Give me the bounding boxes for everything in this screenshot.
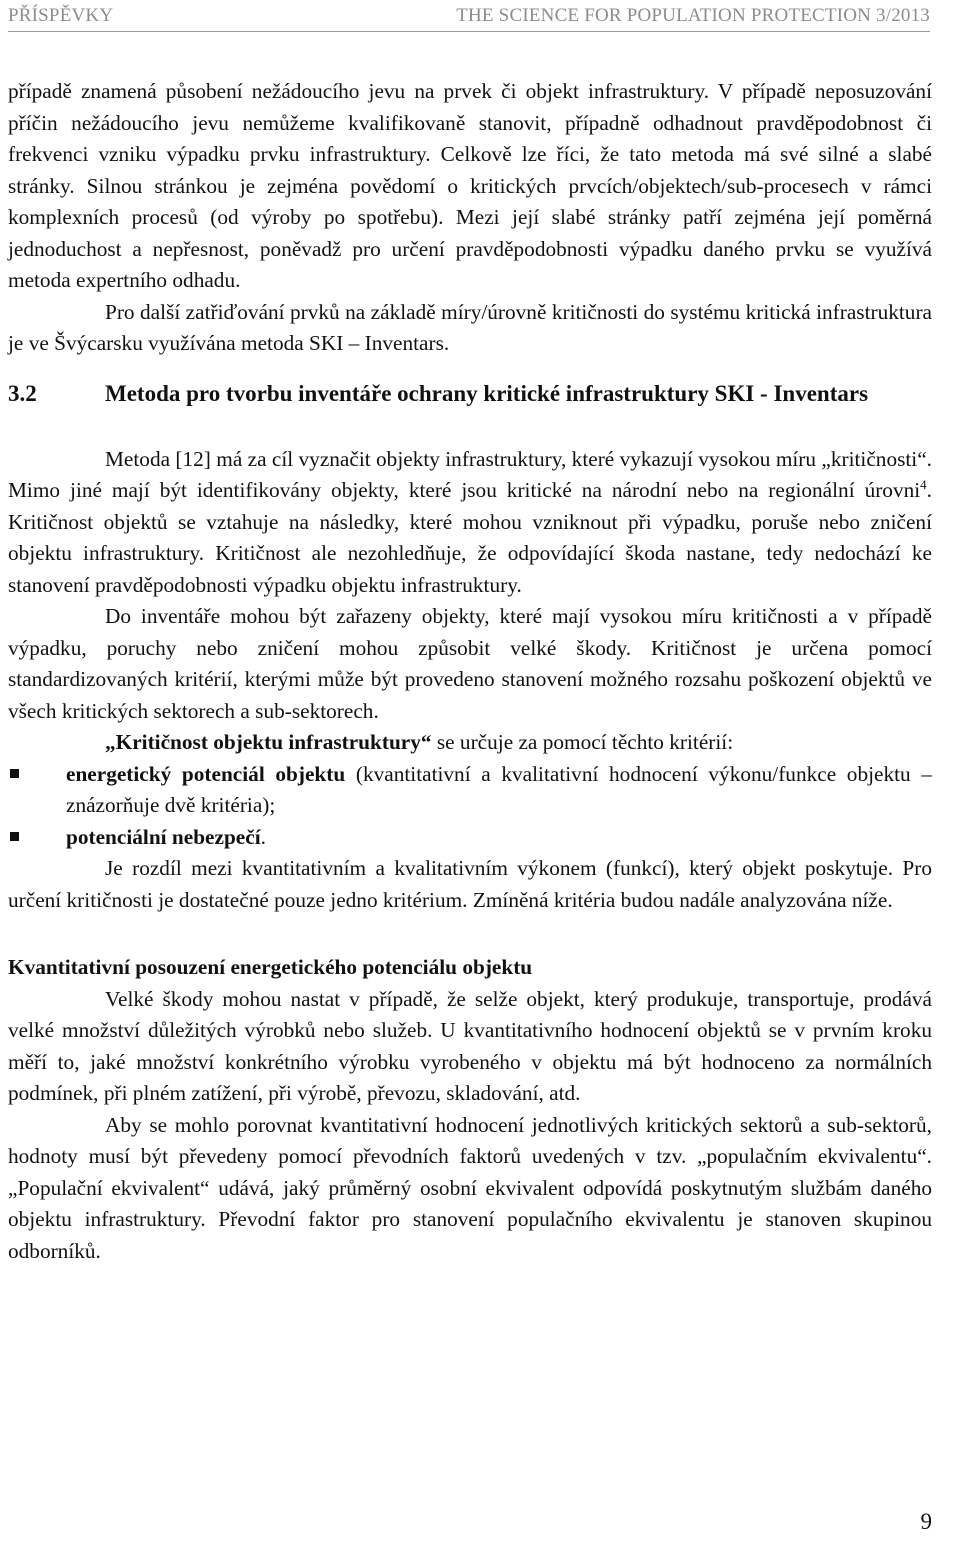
criteria-item <box>8 759 932 822</box>
paragraph-method-goal-part2: . Kritičnost objektů se vztahuje na následky, které mohou vzniknout při výpadku, poruše nebo zničení objektu infrastruktury. Kritičnost ale nezohledňuje, že odpovídající škoda nastane, tedy nedochází ke stanovení pravděpodobnosti výpadku objektu infrastruktury. <box>8 478 932 597</box>
section-title: Metoda pro tvorbu inventáře ochrany kritické infrastruktury SKI - Inventars <box>105 380 869 406</box>
section-heading <box>8 378 932 410</box>
footnote-marker: 4 <box>920 476 927 492</box>
paragraph-intro: případě znamená působení nežádoucího jevu na prvek či objekt infrastruktury. V případě neposuzování příčin nežádoucího jevu nemůžeme kvalifikovaně stanovit, případně odhadnout pravděpodobnost či frekvenci vzniku výpadku prvku infrastruktury. Celkově lze říci, že tato metoda má své silné a slabé stránky. Silnou stránkou je zejména povědomí o kritických prvcích/objektech/sub-procesech v rámci komplexních procesů (od výroby po spotřebu). Mezi její slabé stránky patří zejména její poměrná jednoduchost a nepřesnost, poněvadž pro určení pravděpodobnosti výpadku daného prvku se využívá metoda expertního odhadu. <box>8 79 932 292</box>
paragraph-performance: Je rozdíl mezi kvantitativním a kvalitativním výkonem (funkcí), který objekt poskytuje. Pro určení kritičnosti je dostatečné pouze jedno kritérium. Zmíněná kritéria budou nadále analyzována níže. <box>8 856 932 912</box>
square-bullet-icon <box>10 769 19 778</box>
square-bullet-icon <box>10 832 19 841</box>
header-section-label: PŘÍSPĚVKY <box>8 5 114 26</box>
criteria-item <box>8 822 932 854</box>
subsection-heading: Kvantitativní posouzení energetického potenciálu objektu <box>8 955 533 979</box>
paragraph-population-equivalent: Aby se mohlo porovnat kvantitativní hodnocení jednotlivých kritických sektorů a sub-sektorů, hodnoty musí být převedeny pomocí převodních faktorů uvedených v tzv. „populačním ekvivalentu“. „Populační ekvivalent“ udává, jaký průměrný osobní ekvivalent odpovídá poskytnutým službám daného objektu infrastruktury. Převodní faktor pro stanovení populačního ekvivalentu je stanoven skupinou odborníků. <box>8 1112 932 1263</box>
paragraph-method-goal <box>8 444 932 602</box>
criticality-term: „Kritičnost objektu infrastruktury“ <box>105 730 432 754</box>
header-journal-title: THE SCIENCE FOR POPULATION PROTECTION 3/2013 <box>456 5 930 26</box>
paragraph-ski-method: Pro další zatřiďování prvků na základě míry/úrovně kritičnosti do systému kritická infrastruktura je ve Švýcarsku využívána metoda SKI – Inventars. <box>8 299 932 355</box>
criteria-item-bold: potenciální nebezpečí <box>66 824 261 849</box>
paragraph-quantitative: Velké škody mohou nastat v případě, že selže objekt, který produkuje, transportuje, prodává velké množství důležitých výrobků nebo služeb. U kvantitativního hodnocení objektů se v prvním kroku měří to, jaké množství konkrétního výrobku vyrobeného v objektu má být hodnoceno za normálních podmínek, při plném zatížení, při výrobě, převozu, skladování, atd. <box>8 986 932 1105</box>
page-header <box>8 3 930 32</box>
page-number: 9 <box>920 1509 932 1534</box>
criteria-list <box>8 759 932 854</box>
paragraph-method-goal-part1: Metoda [12] má za cíl vyznačit objekty infrastruktury, které vykazují vysokou míru „kritičnosti“. Mimo jiné mají být identifikovány objekty, které jsou kritické na národní nebo na regionální úrovni <box>8 446 932 502</box>
section-number: 3.2 <box>8 380 37 406</box>
paragraph-criticality-criteria <box>8 727 932 759</box>
criteria-item-bold: energetický potenciál objektu <box>66 761 346 786</box>
criticality-criteria-intro: se určuje za pomocí těchto kritérií: <box>431 730 734 754</box>
article-body <box>8 76 932 1267</box>
paragraph-inventory: Do inventáře mohou být zařazeny objekty, které mají vysokou míru kritičnosti a v případě výpadku, poruchy nebo zničení mohou způsobit velké škody. Kritičnost je určena pomocí standardizovaných kritérií, kterými může být provedeno stanovení možného rozsahu poškození objektů ve všech kritických sektorech a sub-sektorech. <box>8 604 932 723</box>
criteria-item-rest: (kvantitativní a kvalitativní hodnocení výkonu/funkce objektu – znázorňuje dvě kritéria); <box>66 761 932 817</box>
criteria-item-rest: . <box>260 824 266 849</box>
